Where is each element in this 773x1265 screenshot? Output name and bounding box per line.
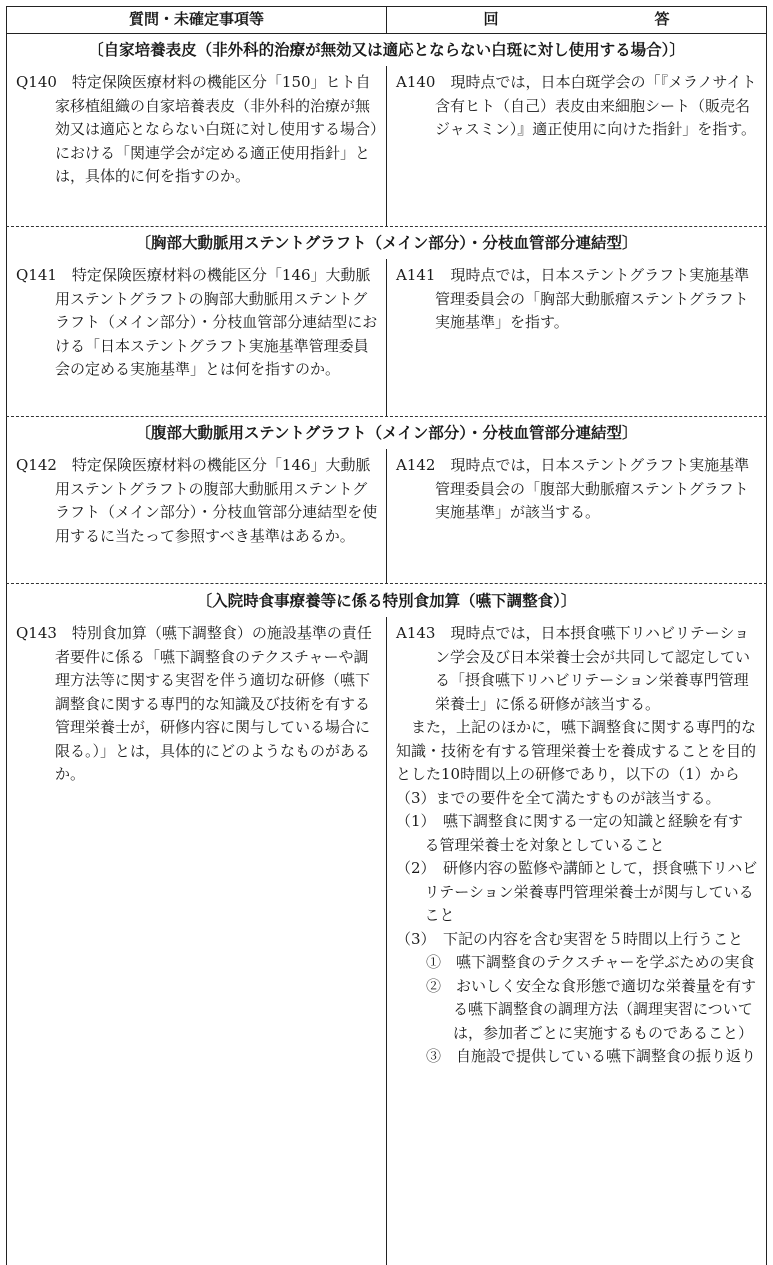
- section-title: 〔入院時食事療養等に係る特別食加算（嚥下調整食）〕: [196, 592, 577, 610]
- answer-a143: [396, 622, 758, 1069]
- column-divider: [386, 617, 387, 1265]
- requirement-item: （1） 嚥下調整食に関する一定の知識と経験を有する管理栄養士を対象としていること: [396, 812, 744, 854]
- question-text: Q143 特別食加算（嚥下調整食）の施設基準の責任者要件に係る「嚥下調整食のテクスチャーや調理方法等に関する実習を伴う適切な研修（嚥下調整食に関する専門的な知識及び技術を有する管理栄養士が，研修内容に関与している場合に限る。）」とは，具体的にどのようなものがあるか。: [16, 624, 372, 783]
- question-text: Q141 特定保険医療材料の機能区分「146」大動脈用ステントグラフトの胸部大動脈用ステントグラフト（メイン部分）・分枝血管部分連結型における「日本ステントグラフト実施基準管理委員会の定める実施基準」とは何を指すのか。: [16, 266, 378, 378]
- question-text: Q142 特定保険医療材料の機能区分「146」大動脈用ステントグラフトの腹部大動脈用ステントグラフト（メイン部分）・分枝血管部分連結型を使用するに当たって参照すべき基準はあるか。: [16, 456, 378, 545]
- question-q142: [16, 454, 382, 548]
- answer-a141: [396, 264, 764, 335]
- column-divider: [386, 66, 387, 226]
- section-title: 〔胸部大動脈用ステントグラフト（メイン部分）・分枝血管部分連結型〕: [135, 234, 638, 252]
- answer-text: A143 現時点では，日本摂食嚥下リハビリテーション学会及び日本栄養士会が共同して認定している「摂食嚥下リハビリテーション栄養専門管理栄養士」に係る研修が該当する。: [396, 624, 751, 713]
- qa-table: [6, 6, 767, 1265]
- question-q140: [16, 71, 382, 189]
- section-divider: [6, 583, 767, 584]
- header-question: 質問・未確定事項等: [128, 10, 264, 28]
- header-answer: 回 答: [483, 10, 712, 28]
- section-title: 〔自家培養表皮（非外科的治療が無効又は適応とならない白斑に対し使用する場合）〕: [88, 41, 685, 59]
- table-border-left: [6, 6, 7, 1265]
- question-text: Q140 特定保険医療材料の機能区分「150」ヒト自家移植組織の自家培養表皮（非外科的治療が無効又は適応とならない白斑に対し使用する場合）における「関連学会が定める適正使用指針」とは，具体的に何を指すのか。: [16, 73, 378, 185]
- answer-paragraph: また，上記のほかに，嚥下調整食に関する専門的な知識・技術を有する管理栄養士を養成することを目的とした10時間以上の研修であり，以下の（1）から（3）までの要件を全て満たすものが該当する。: [396, 718, 757, 807]
- section-title: 〔腹部大動脈用ステントグラフト（メイン部分）・分枝血管部分連結型〕: [135, 424, 638, 442]
- question-q141: [16, 264, 382, 382]
- question-q143: [16, 622, 382, 787]
- answer-text: A141 現時点では，日本ステントグラフト実施基準管理委員会の「胸部大動脈瘤ステントグラフト 実施基準」を指す。: [396, 266, 764, 331]
- header-rule: [6, 33, 767, 34]
- answer-a140: [396, 71, 758, 142]
- requirement-item: （2） 研修内容の監修や講師として，摂食嚥下リハビリテーション栄養専門管理栄養士が関与していること: [396, 859, 758, 924]
- column-divider: [386, 259, 387, 416]
- requirement-item: （3） 下記の内容を含む実習を５時間以上行うこと: [396, 929, 744, 948]
- column-divider: [386, 449, 387, 583]
- section-divider: [6, 226, 767, 227]
- practice-subitem: ① 嚥下調整食のテクスチャーを学ぶための実食: [426, 953, 755, 971]
- practice-subitem: ② おいしく安全な食形態で適切な栄養量を有する嚥下調整食の調理方法（調理実習については，参加者ごとに実施するものであること）: [426, 976, 757, 1042]
- section-divider: [6, 416, 767, 417]
- answer-a142: [396, 454, 764, 525]
- answer-text: A142 現時点では，日本ステントグラフト実施基準管理委員会の「腹部大動脈瘤ステントグラフト 実施基準」が該当する。: [396, 456, 764, 521]
- practice-subitem: ③ 自施設で提供している嚥下調整食の振り返り: [426, 1047, 757, 1065]
- answer-text: A140 現時点では，日本白斑学会の「『メラノサイト含有ヒト（自己）表皮由来細胞シート（販売名ジャスミン）』適正使用に向けた指針」を指す。: [396, 73, 757, 138]
- table-border-right: [766, 6, 767, 1265]
